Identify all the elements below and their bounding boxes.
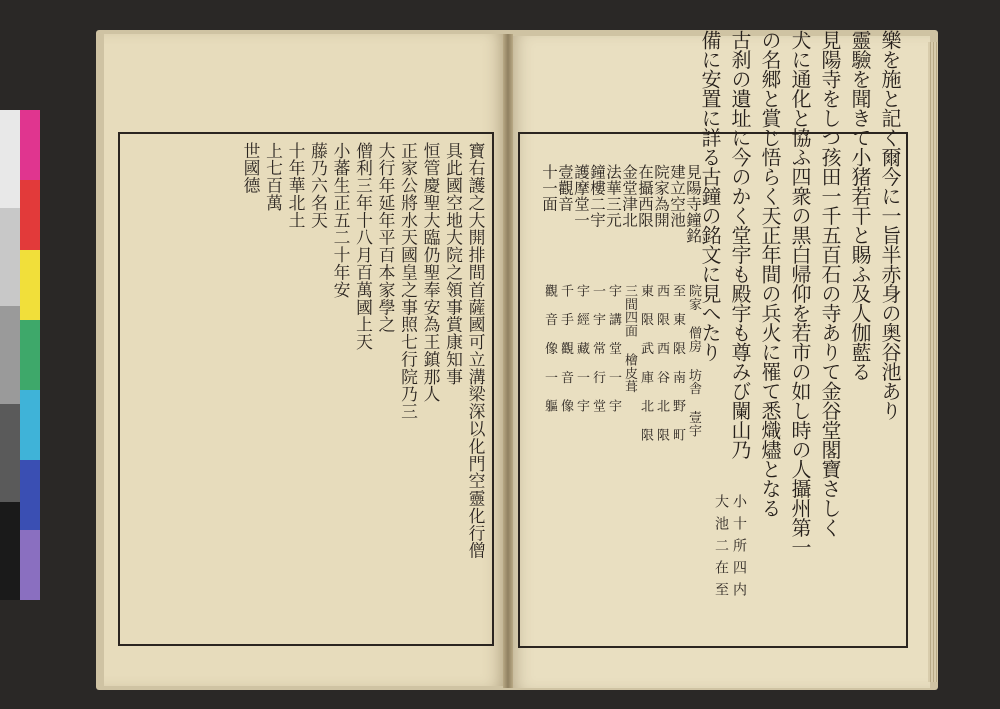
yellow-swatch: [20, 250, 40, 320]
left-page-text-column: 寶右護之大開排間首薩國可立溝梁深以化門空靈化行僧: [466, 142, 486, 560]
right-page-cursive-column: 見陽寺をしつ孩田一千五百石の寺ありて金谷堂閣寶さしく: [818, 30, 842, 537]
right-page-cursive-column: 犬に通化と協ふ四衆の黒白帰仰を若市の如し時の人攝州第一: [788, 30, 812, 557]
left-page-text-column: 十年華北土: [286, 142, 306, 229]
right-page-gloss: 在: [713, 560, 729, 575]
left-page-text-column: 小蕃生正五二十年安: [331, 142, 351, 299]
violet-swatch: [20, 530, 40, 600]
cyan-swatch: [20, 390, 40, 460]
left-page-text-column: 藤乃六名天: [308, 142, 329, 229]
left-page-text-frame: [118, 132, 494, 646]
page-edges: [928, 42, 938, 682]
right-page-list-heading: 法華三元: [604, 164, 622, 228]
right-page-gloss: 至: [713, 582, 729, 597]
right-page-gloss: 池: [713, 516, 729, 531]
gray-mid-swatch: [0, 306, 20, 404]
right-page-list-heading: 十一面: [540, 164, 558, 212]
right-page-list-heading: 護摩堂一: [572, 164, 590, 228]
right-page-list-column: 院家 僧房 坊舎 壹宇: [686, 284, 701, 438]
right-page-list-column: 三間四面 檜皮葺: [622, 284, 637, 394]
green-swatch: [20, 320, 40, 390]
right-page-gloss: 大: [713, 494, 729, 509]
left-page-text-column: 僧利三年十八月百萬國上天: [353, 142, 374, 351]
right-page-cursive-column: 古刹の遺址に今のかく堂宇も殿宇も尊みび闌山乃: [728, 30, 752, 459]
right-page-list-column: 宇 經 藏 一 宇: [574, 284, 589, 413]
right-page-cursive-column: 樂を施と記く爾今に一旨半赤身の奥谷池あり: [878, 30, 902, 420]
gray-light-swatch: [0, 208, 20, 306]
right-page-list-column: 宇 講 堂 一 宇: [606, 284, 621, 413]
left-page-text-column: 恒管慶聖大臨仍聖奉安為王鎮那人: [421, 142, 441, 403]
right-page-gloss: 所: [731, 538, 747, 553]
left-page-text-column: 正家公將水天國皇之事照七行院乃三: [398, 142, 419, 421]
book-gutter: [503, 34, 513, 688]
right-page-list-heading: 鐘樓二宇: [588, 164, 606, 228]
right-page-gloss: 内: [731, 582, 747, 597]
right-page-list-column: 西 限 西 谷 北 限: [654, 284, 669, 442]
color-calibration-strip: [0, 110, 40, 600]
magenta-swatch: [20, 110, 40, 180]
right-page-cursive-column: の名郷と賞じ悟らく天正年間の兵火に罹て悉熾燼となる: [758, 30, 782, 518]
right-page-list-heading: 金堂津北: [620, 164, 638, 228]
right-page-list-column: 東 限 武 庫 北 限: [638, 284, 653, 442]
blue-swatch: [20, 460, 40, 530]
right-page-list-column: 至 東 限 南 野 町: [670, 284, 685, 442]
right-page-gloss: 二: [713, 538, 729, 553]
right-page-list-column: 千 手 觀 音 像: [558, 284, 573, 413]
white-swatch: [0, 110, 20, 208]
right-page-list-column: 觀 音 像 一 軀: [542, 284, 557, 413]
left-page-text-column: 上七百萬: [263, 142, 284, 212]
right-page-list-heading: 院家為開: [652, 164, 670, 228]
red-swatch: [20, 180, 40, 250]
right-page-list-heading: 在攝西限: [636, 164, 654, 228]
right-page-cursive-column: 備に安置に詳る古鐘の銘文に見へたり: [698, 30, 722, 362]
right-page-list-heading: 建立空池: [668, 164, 686, 228]
right-page-list-heading: 壹觀音: [556, 164, 574, 212]
right-page-list-column: 一 宇 常 行 堂: [590, 284, 605, 413]
right-page-text-frame: [518, 30, 908, 648]
right-page-gloss: 四: [731, 560, 747, 575]
right-page-cursive-column: 靈驗を聞きて小猪若干と賜ふ及人伽藍る: [848, 30, 872, 381]
left-page-text-column: 具此國空地大院之領事賞康知事: [443, 142, 464, 386]
left-page-text-column: 世國德: [241, 142, 261, 195]
gray-dark-swatch: [0, 404, 20, 502]
right-page-gloss: 十: [731, 516, 747, 531]
right-page-list-heading: 見陽寺鐘銘: [684, 164, 702, 244]
left-page-text-column: 大行年延年平百本家學之: [376, 142, 396, 334]
right-page-gloss: 小: [731, 494, 747, 509]
black-swatch: [0, 502, 20, 600]
